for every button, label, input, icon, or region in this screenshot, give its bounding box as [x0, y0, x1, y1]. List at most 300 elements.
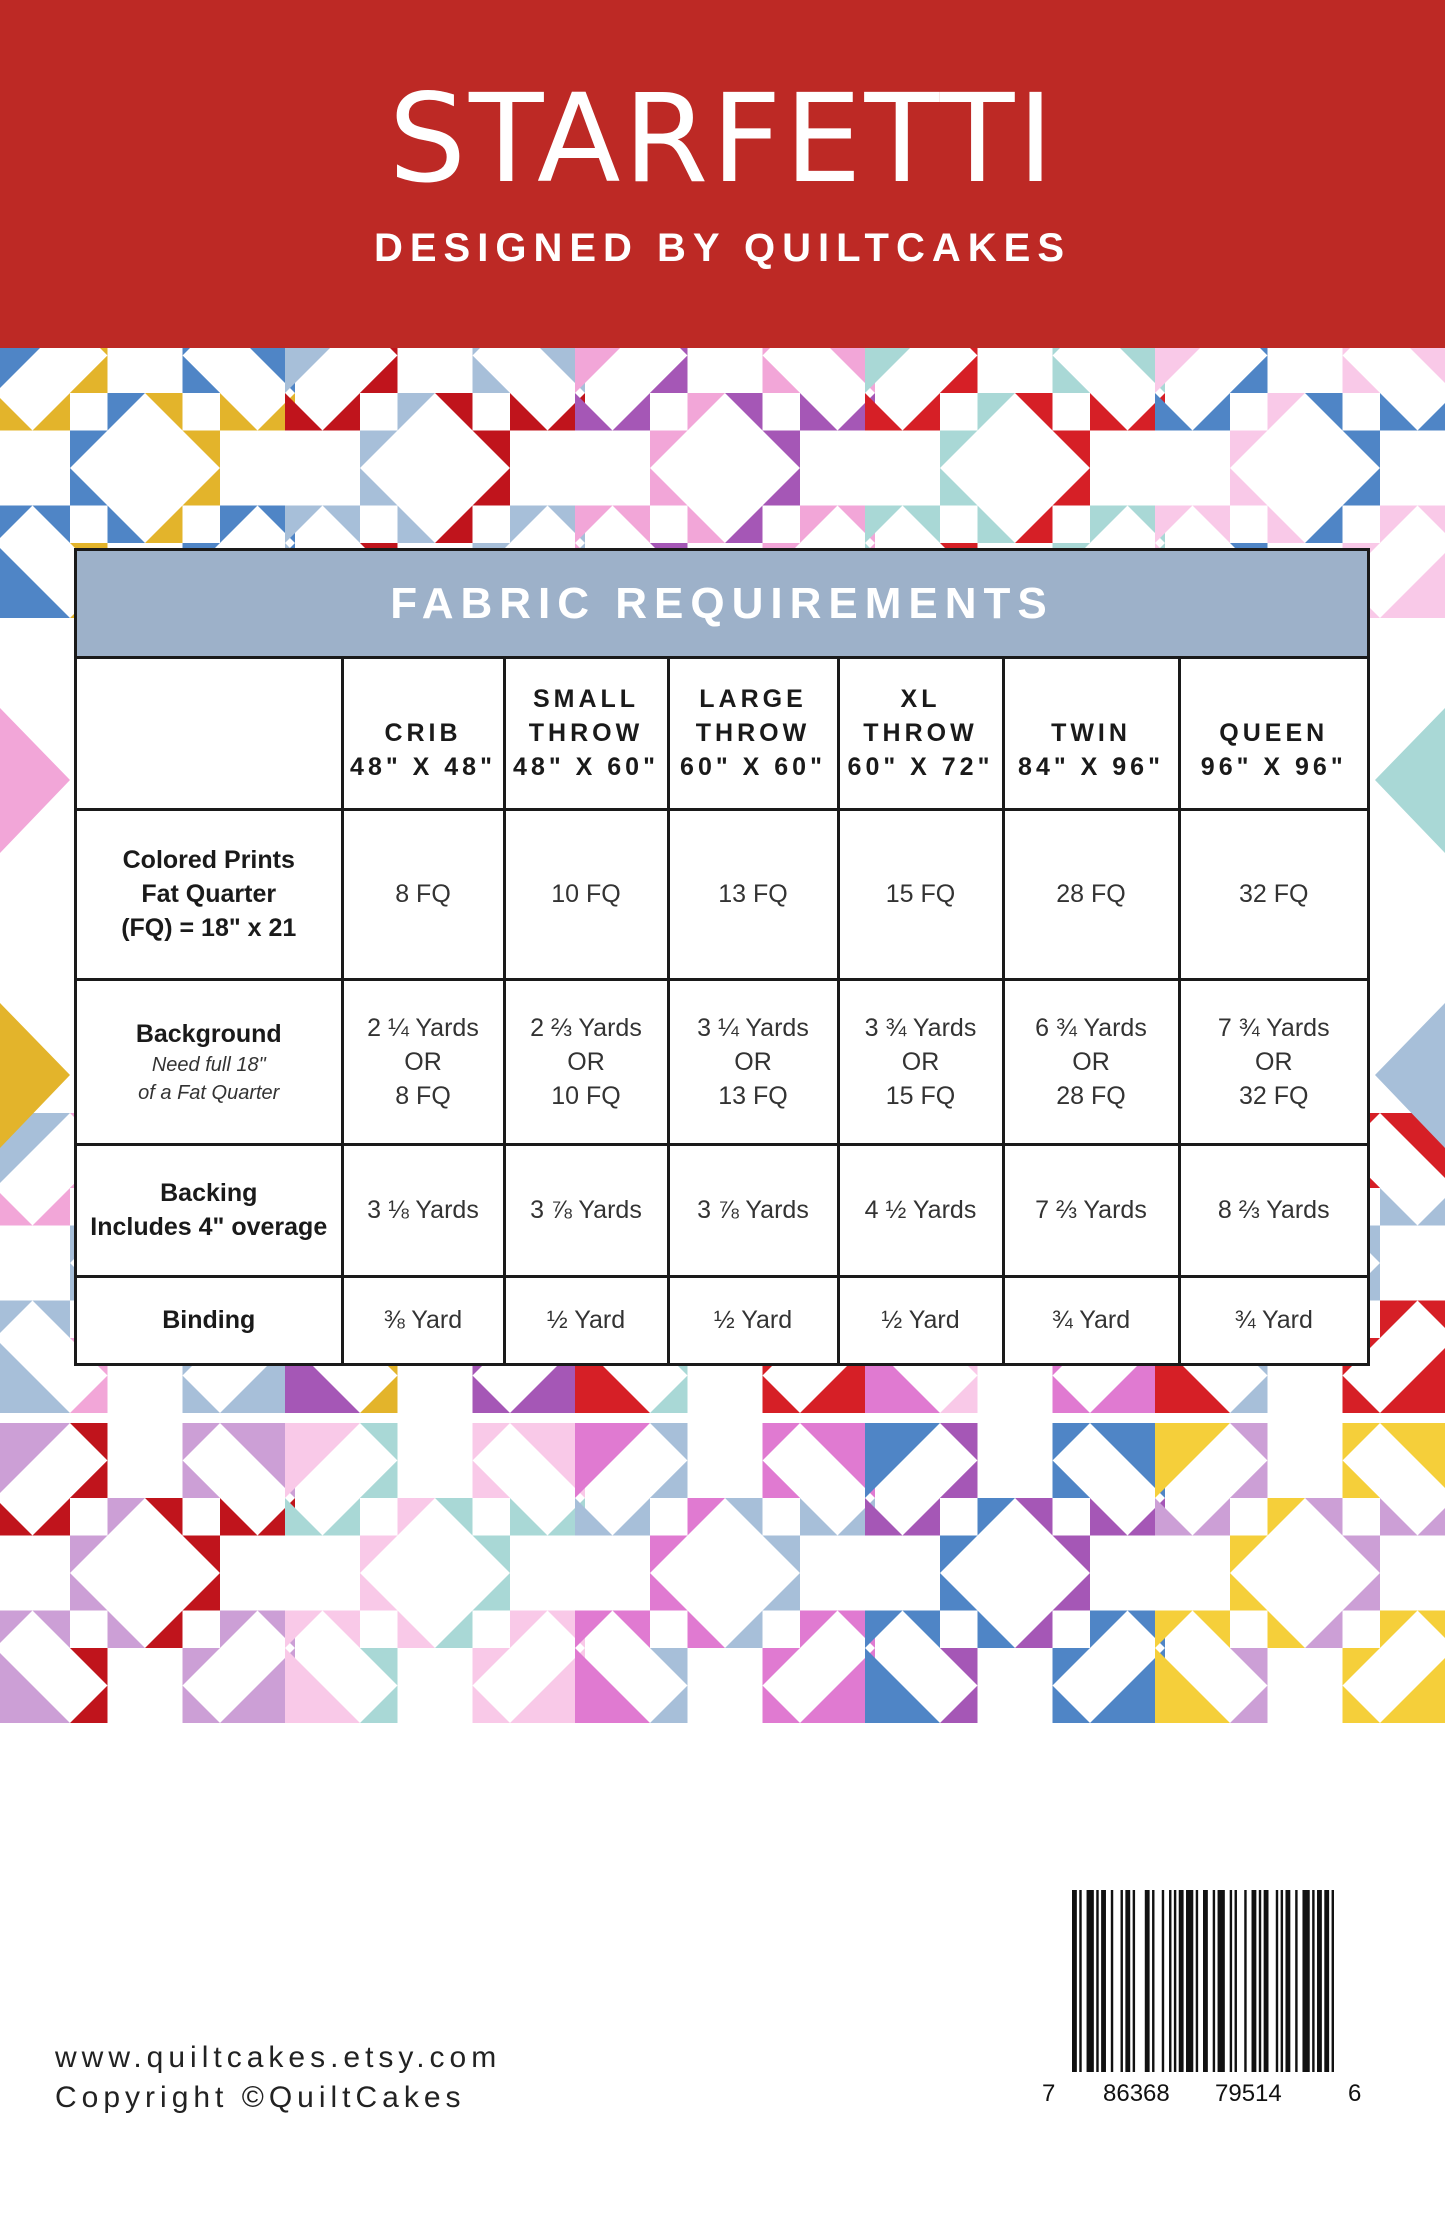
quilt-patch — [70, 1423, 108, 1461]
quilt-patch — [978, 506, 1016, 544]
quilt-patch — [360, 356, 398, 394]
quilt-patch — [1343, 1573, 1381, 1611]
barcode-bar — [1264, 1890, 1269, 2072]
quilt-patch — [800, 506, 838, 544]
quilt-patch — [763, 356, 801, 394]
quilt-patch — [1380, 1301, 1418, 1339]
value-cell — [668, 1144, 838, 1276]
quilt-patch — [1053, 1648, 1091, 1686]
quilt-patch — [1418, 1188, 1445, 1226]
value-line: 2 ⅔ Yards — [530, 1013, 642, 1042]
value-line: 3 ¼ Yards — [697, 1013, 809, 1042]
quilt-patch — [650, 348, 688, 356]
quilt-patch — [1305, 1611, 1343, 1649]
quilt-patch — [800, 393, 838, 431]
value-cell — [342, 809, 504, 979]
table-banner: FABRIC REQUIREMENTS — [77, 551, 1367, 659]
quilt-patch — [865, 348, 940, 393]
quilt-patch — [1053, 468, 1091, 506]
quilt-patch — [1380, 543, 1445, 618]
value-line: 15 FQ — [885, 1081, 956, 1110]
quilt-patch — [1380, 1648, 1445, 1723]
col-head-3 — [838, 659, 1003, 809]
value-cell — [668, 979, 838, 1144]
quilt-patch — [145, 1498, 183, 1536]
quilt-patch — [1193, 1611, 1231, 1649]
col-line: 96" X 96" — [1200, 753, 1347, 782]
barcode-bar — [1230, 1890, 1232, 2072]
quilt-patch — [0, 1338, 70, 1413]
quilt-patch — [1343, 348, 1381, 356]
quilt-patch — [0, 1648, 70, 1723]
quilt-patch — [70, 1686, 108, 1724]
row-label-line: Background — [135, 1019, 282, 1048]
value-line: OR — [567, 1047, 605, 1076]
quilt-patch — [865, 1611, 903, 1649]
quilt-patch — [0, 1423, 70, 1498]
quilt-patch — [763, 1648, 801, 1686]
col-head-4 — [1003, 659, 1179, 809]
quilt-patch — [0, 1498, 33, 1536]
table-row — [77, 1276, 1367, 1363]
barcode-bar — [1179, 1890, 1184, 2072]
quilt-patch — [763, 1573, 801, 1611]
quilt-patch — [865, 393, 903, 431]
quilt-patch — [220, 1423, 295, 1498]
row-label-line: (FQ) = 18" x 21 — [121, 914, 297, 942]
quilt-patch — [575, 1611, 613, 1649]
quilt-patch — [1015, 1498, 1053, 1536]
quilt-patch — [220, 1648, 295, 1723]
quilt-patch — [70, 1648, 108, 1686]
quilt-patch — [33, 506, 71, 544]
website-link[interactable]: www.quiltcakes.etsy.com — [55, 2041, 502, 2074]
quilt-patch — [398, 1498, 436, 1536]
corner-cell — [77, 659, 342, 809]
value-line: 8 FQ — [395, 1081, 451, 1110]
quilt-patch — [108, 1611, 146, 1649]
quilt-patch — [1230, 468, 1268, 506]
quilt-patch — [285, 348, 360, 393]
quilt-patch — [688, 1611, 726, 1649]
quilt-patch — [1090, 506, 1128, 544]
barcode-bar — [1332, 1890, 1334, 2072]
quilt-patch — [220, 1611, 258, 1649]
quilt-patch — [0, 1301, 33, 1339]
quilt-patch — [360, 468, 398, 506]
quilt-patch — [473, 431, 511, 469]
value-line: 3 ⅞ Yards — [697, 1196, 809, 1224]
quilt-patch — [183, 356, 221, 394]
quilt-patch — [360, 1573, 398, 1611]
quilt-patch — [285, 1423, 360, 1498]
quilt-patch — [435, 1498, 473, 1536]
quilt-patch — [33, 1188, 71, 1226]
quilt-patch — [473, 468, 511, 506]
quilt-patch — [1193, 1498, 1231, 1536]
quilt-patch — [800, 1611, 838, 1649]
barcode-bar — [1276, 1890, 1278, 2072]
value-cell — [504, 979, 668, 1144]
quilt-patch — [613, 506, 651, 544]
quilt-patch — [940, 431, 978, 469]
quilt-patch — [220, 348, 295, 393]
quilt-patch — [978, 1611, 1016, 1649]
quilt-patch — [398, 506, 436, 544]
header-row — [77, 659, 1367, 809]
quilt-patch — [70, 348, 108, 356]
quilt-patch — [800, 348, 875, 393]
quilt-patch — [473, 1536, 511, 1574]
quilt-patch — [473, 1573, 511, 1611]
quilt-patch — [725, 393, 763, 431]
pattern-title: STARFETTI — [388, 68, 1057, 210]
quilt-patch — [1380, 506, 1418, 544]
barcode-bar — [1252, 1890, 1257, 2072]
quilt-patch — [1193, 506, 1231, 544]
quilt-patch — [763, 348, 801, 356]
quilt-patch — [940, 1423, 978, 1461]
barcode-bar — [1152, 1890, 1154, 2072]
col-line: LARGE — [699, 685, 807, 714]
col-line: THROW — [695, 719, 811, 748]
barcode-bar — [1101, 1890, 1106, 2072]
value-cell — [1179, 1276, 1367, 1363]
quilt-patch — [650, 1648, 688, 1686]
quilt-patch — [1053, 431, 1091, 469]
quilt-patch — [1230, 1648, 1268, 1686]
value-line: 13 FQ — [718, 880, 788, 908]
quilt-patch — [285, 1498, 323, 1536]
quilt-patch — [473, 1376, 511, 1414]
quilt-patch — [0, 1611, 33, 1649]
quilt-patch — [145, 506, 183, 544]
quilt-patch — [183, 1423, 221, 1461]
quilt-patch — [510, 1648, 585, 1723]
quilt-patch — [1053, 1686, 1091, 1724]
quilt-patch — [360, 1461, 398, 1499]
barcode-bar — [1302, 1890, 1309, 2072]
barcode-bar — [1133, 1890, 1135, 2072]
quilt-patch — [108, 506, 146, 544]
barcode-bar — [1125, 1890, 1130, 2072]
quilt-patch — [575, 1498, 613, 1536]
value-line: 10 FQ — [551, 880, 621, 908]
barcode-bars — [1068, 1890, 1338, 2082]
quilt-patch — [1090, 1611, 1128, 1649]
quilt-patch — [763, 468, 801, 506]
barcode-bar — [1169, 1890, 1171, 2072]
table-row — [77, 809, 1367, 979]
barcode-bar — [1285, 1890, 1290, 2072]
quilt-patch — [1380, 393, 1418, 431]
col-line: 60" X 72" — [847, 753, 994, 782]
quilt-patch — [650, 356, 688, 394]
barcode-bar — [1317, 1890, 1322, 2072]
quilt-patch — [613, 1498, 651, 1536]
quilt-patch — [1343, 1648, 1381, 1686]
col-line: QUEEN — [1219, 719, 1329, 748]
quilt-patch — [360, 431, 398, 469]
quilt-patch — [183, 431, 221, 469]
value-line: 3 ⅞ Yards — [530, 1196, 642, 1224]
quilt-patch — [33, 1611, 71, 1649]
quilt-patch — [1305, 393, 1343, 431]
quilt-patch — [1015, 506, 1053, 544]
value-cell — [504, 809, 668, 979]
row-label-line: Colored Prints — [122, 846, 295, 874]
row-label-line: Binding — [162, 1306, 256, 1335]
row-note-line: Need full 18" — [151, 1053, 266, 1076]
value-cell — [342, 1144, 504, 1276]
value-line: OR — [1255, 1047, 1293, 1076]
barcode-bar — [1218, 1890, 1225, 2072]
quilt-patch — [1380, 1423, 1445, 1498]
value-cell — [838, 1144, 1003, 1276]
col-line: 48" X 48" — [350, 753, 496, 782]
barcode-digit-left: 7 — [1042, 2080, 1056, 2107]
row-label — [77, 809, 342, 979]
quilt-patch — [1268, 1498, 1306, 1536]
value-cell — [1003, 979, 1179, 1144]
quilt-patch — [1418, 506, 1445, 544]
quilt-patch — [1090, 1498, 1128, 1536]
quilt-patch — [70, 1376, 108, 1414]
quilt-patch — [183, 348, 221, 356]
header-banner — [0, 0, 1445, 348]
col-head-1 — [504, 659, 668, 809]
quilt-patch — [285, 506, 323, 544]
quilt-patch — [323, 506, 361, 544]
barcode-bar — [1196, 1890, 1198, 2072]
quilt-patch — [763, 1461, 801, 1499]
quilt-patch — [800, 1423, 875, 1498]
quilt-patch — [435, 393, 473, 431]
quilt-patch — [108, 393, 146, 431]
quilt-patch — [650, 468, 688, 506]
quilt-patch — [285, 1611, 323, 1649]
value-cell — [668, 1276, 838, 1363]
quilt-patch — [650, 1423, 688, 1461]
quilt-patch — [1230, 356, 1268, 394]
quilt-patch — [1418, 393, 1445, 431]
value-line: 32 FQ — [1239, 1081, 1309, 1110]
quilt-patch — [1155, 393, 1193, 431]
quilt-patch — [1090, 1648, 1165, 1723]
barcode-bar — [1203, 1890, 1208, 2072]
quilt-patch — [183, 1573, 221, 1611]
barcode-bar — [1096, 1890, 1098, 2072]
value-line: ¾ Yard — [1051, 1306, 1131, 1335]
quilt-patch — [865, 506, 903, 544]
quilt-patch — [650, 1461, 688, 1499]
fabric-requirements-table — [74, 548, 1370, 1366]
value-cell — [1003, 1144, 1179, 1276]
value-line: OR — [734, 1047, 772, 1076]
quilt-patch — [510, 1611, 548, 1649]
quilt-patch — [108, 1498, 146, 1536]
barcode-bar — [1162, 1890, 1164, 2072]
quilt-patch — [1053, 1376, 1091, 1414]
quilt-patch — [940, 1686, 978, 1724]
quilt-patch — [763, 1423, 801, 1461]
requirements-grid — [77, 659, 1367, 1363]
table-row — [77, 979, 1367, 1144]
quilt-patch — [510, 348, 585, 393]
quilt-patch — [360, 1423, 398, 1461]
quilt-patch — [1230, 1423, 1268, 1461]
value-line: 6 ¾ Yards — [1035, 1013, 1147, 1042]
quilt-patch — [865, 1648, 940, 1723]
quilt-patch — [1380, 1338, 1445, 1413]
col-line: TWIN — [1051, 719, 1131, 748]
quilt-patch — [940, 1648, 978, 1686]
quilt-patch — [183, 468, 221, 506]
quilt-patch — [1375, 708, 1445, 853]
quilt-patch — [1015, 1611, 1053, 1649]
col-line: XL — [900, 685, 941, 714]
quilt-patch — [473, 348, 511, 356]
col-head-0 — [342, 659, 504, 809]
quilt-patch — [1090, 1423, 1165, 1498]
quilt-patch — [360, 1376, 398, 1414]
col-line: SMALL — [532, 685, 640, 714]
quilt-patch — [763, 431, 801, 469]
value-cell — [838, 1276, 1003, 1363]
quilt-patch — [688, 393, 726, 431]
quilt-patch — [70, 1536, 108, 1574]
row-label — [77, 1276, 342, 1363]
quilt-patch — [398, 393, 436, 431]
value-cell — [504, 1144, 668, 1276]
quilt-patch — [575, 506, 613, 544]
quilt-patch — [1305, 1498, 1343, 1536]
quilt-patch — [435, 1611, 473, 1649]
col-line: THROW — [528, 719, 644, 748]
quilt-patch — [1155, 1648, 1230, 1723]
quilt-patch — [763, 1686, 801, 1724]
quilt-patch — [575, 348, 650, 393]
quilt-patch — [0, 1188, 33, 1226]
quilt-patch — [763, 1536, 801, 1574]
quilt-patch — [650, 1686, 688, 1724]
barcode-bar — [1186, 1890, 1193, 2072]
footer-info — [55, 2038, 501, 2118]
barcode-bar — [1244, 1890, 1246, 2072]
row-label — [77, 1144, 342, 1276]
quilt-patch — [323, 1498, 361, 1536]
quilt-patch — [398, 1611, 436, 1649]
quilt-patch — [285, 393, 323, 431]
quilt-patch — [510, 1498, 548, 1536]
row-label-line: Backing — [160, 1179, 258, 1207]
value-line: 32 FQ — [1239, 880, 1309, 908]
value-cell — [342, 1276, 504, 1363]
barcode-bar — [1111, 1890, 1113, 2072]
quilt-patch — [1230, 1376, 1268, 1414]
barcode — [1040, 1890, 1360, 2115]
quilt-patch — [613, 393, 651, 431]
value-line: ⅜ Yard — [383, 1306, 463, 1335]
col-line: 48" X 60" — [513, 753, 659, 782]
quilt-patch — [940, 1573, 978, 1611]
quilt-patch — [800, 1648, 875, 1723]
quilt-patch — [1418, 1301, 1445, 1339]
quilt-patch — [575, 393, 613, 431]
barcode-bar — [1079, 1890, 1081, 2072]
col-head-2 — [668, 659, 838, 809]
value-cell — [838, 809, 1003, 979]
value-line: 28 FQ — [1056, 1081, 1126, 1110]
value-line: 15 FQ — [885, 880, 956, 908]
requirements-body — [77, 809, 1367, 1363]
copyright-text: Copyright ©QuiltCakes — [55, 2081, 466, 2114]
quilt-patch — [650, 431, 688, 469]
quilt-patch — [473, 1461, 511, 1499]
quilt-patch — [183, 1648, 221, 1686]
quilt-patch — [510, 506, 548, 544]
value-cell — [668, 809, 838, 979]
quilt-patch — [33, 1498, 71, 1536]
value-line: 7 ¾ Yards — [1217, 1013, 1330, 1042]
quilt-patch — [1343, 1686, 1381, 1724]
barcode-bar — [1087, 1890, 1094, 2072]
quilt-patch — [183, 1536, 221, 1574]
quilt-patch — [1268, 1611, 1306, 1649]
barcode-bar — [1312, 1890, 1314, 2072]
barcode-digit-right: 6 — [1348, 2080, 1362, 2107]
quilt-patch — [70, 356, 108, 394]
quilt-patch — [763, 1376, 801, 1414]
value-line: ½ Yard — [881, 1306, 960, 1335]
value-cell — [342, 979, 504, 1144]
quilt-patch — [725, 1611, 763, 1649]
quilt-patch — [70, 468, 108, 506]
row-label-line: Fat Quarter — [141, 880, 277, 908]
barcode-bar — [1121, 1890, 1123, 2072]
barcode-bar — [1281, 1890, 1283, 2072]
quilt-patch — [650, 1376, 688, 1414]
quilt-patch — [145, 393, 183, 431]
barcode-bar — [1174, 1890, 1176, 2072]
quilt-patch — [688, 1498, 726, 1536]
quilt-patch — [1268, 393, 1306, 431]
quilt-patch — [940, 468, 978, 506]
col-head-5 — [1179, 659, 1367, 809]
quilt-patch — [323, 1611, 361, 1649]
quilt-patch — [183, 1686, 221, 1724]
quilt-patch — [650, 1536, 688, 1574]
value-line: ½ Yard — [713, 1306, 793, 1335]
quilt-patch — [903, 506, 941, 544]
quilt-patch — [435, 506, 473, 544]
col-line: CRIB — [384, 719, 462, 748]
value-line: 28 FQ — [1056, 880, 1126, 908]
quilt-patch — [70, 1461, 108, 1499]
value-cell — [838, 979, 1003, 1144]
value-cell — [1003, 1276, 1179, 1363]
quilt-patch — [323, 393, 361, 431]
quilt-patch — [1230, 348, 1268, 356]
value-cell — [1003, 809, 1179, 979]
col-line: 60" X 60" — [680, 753, 826, 782]
quilt-patch — [1343, 468, 1381, 506]
quilt-patch — [1155, 1423, 1230, 1498]
quilt-patch — [1155, 1611, 1193, 1649]
quilt-patch — [1343, 431, 1381, 469]
quilt-patch — [1305, 506, 1343, 544]
value-line: OR — [1072, 1047, 1110, 1076]
